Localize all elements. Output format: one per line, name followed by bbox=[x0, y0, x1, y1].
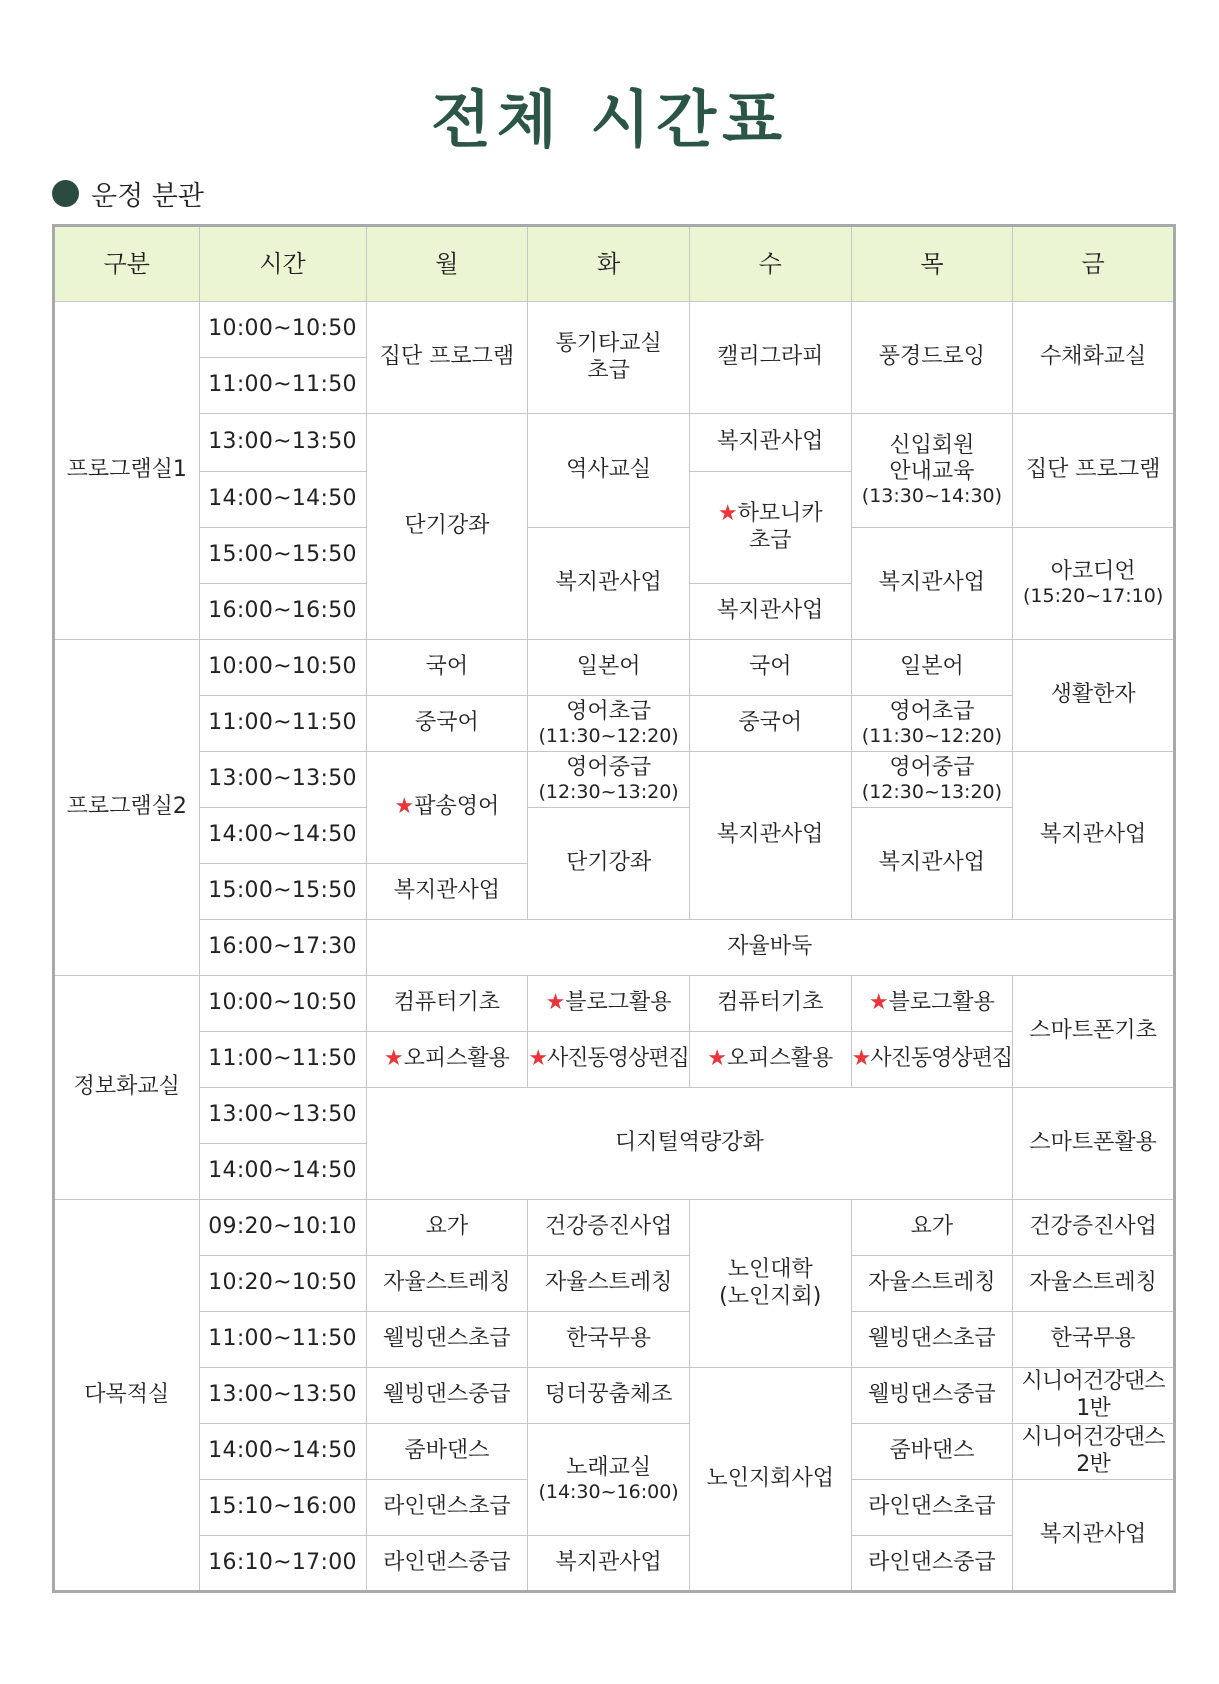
schedule-cell: 덩더꿍춤체조 bbox=[528, 1368, 690, 1424]
cell-line: 안내교육 bbox=[889, 459, 975, 485]
schedule-cell: 웰빙댄스초급 bbox=[366, 1312, 528, 1368]
time-cell: 11:00~11:50 bbox=[199, 358, 366, 414]
time-cell: 10:00~10:50 bbox=[199, 976, 366, 1032]
schedule-cell: 웰빙댄스중급 bbox=[851, 1368, 1013, 1424]
schedule-cell: 풍경드로잉 bbox=[851, 302, 1013, 414]
schedule-cell bbox=[528, 1424, 690, 1536]
cell-line: 하모니카 bbox=[737, 501, 823, 527]
schedule-cell: 복지관사업 bbox=[366, 864, 528, 920]
schedule-cell bbox=[851, 414, 1013, 528]
star-icon: ★ bbox=[394, 794, 415, 820]
section-heading bbox=[52, 176, 204, 210]
schedule-cell: 한국무용 bbox=[1013, 1312, 1175, 1368]
schedule-cell bbox=[528, 1032, 690, 1088]
schedule-cell: 복지관사업 bbox=[689, 752, 851, 920]
cell-line: 팝송영어 bbox=[414, 794, 500, 820]
cell-line: 초급 bbox=[587, 357, 630, 383]
table-row bbox=[54, 414, 1175, 472]
star-icon: ★ bbox=[851, 1046, 871, 1072]
cell-line: 블로그활용 bbox=[888, 990, 995, 1016]
cell-line: 시니어건강댄스 bbox=[1021, 1369, 1165, 1395]
schedule-cell: 일본어 bbox=[851, 640, 1013, 696]
schedule-cell: 자율스트레칭 bbox=[1013, 1256, 1175, 1312]
schedule-cell: 라인댄스초급 bbox=[366, 1480, 528, 1536]
table-row bbox=[54, 640, 1175, 696]
table-row bbox=[54, 1368, 1175, 1424]
time-cell: 09:20~10:10 bbox=[199, 1200, 366, 1256]
schedule-cell: 건강증진사업 bbox=[528, 1200, 690, 1256]
schedule-cell: 자율바둑 bbox=[366, 920, 1174, 976]
cell-subtime: (11:30~12:20) bbox=[861, 725, 1003, 748]
schedule-cell: 일본어 bbox=[528, 640, 690, 696]
time-cell: 16:10~17:00 bbox=[199, 1536, 366, 1592]
cell-line: (노인지회) bbox=[719, 1283, 822, 1309]
schedule-cell bbox=[528, 752, 690, 808]
cell-subtime: (12:30~13:20) bbox=[538, 781, 679, 804]
time-cell: 13:00~13:50 bbox=[199, 1368, 366, 1424]
schedule-cell: 집단 프로그램 bbox=[366, 302, 528, 414]
timetable bbox=[52, 224, 1176, 1593]
time-cell: 10:00~10:50 bbox=[199, 640, 366, 696]
header-category: 구분 bbox=[54, 226, 200, 302]
time-cell: 15:10~16:00 bbox=[199, 1480, 366, 1536]
cell-subtime: (11:30~12:20) bbox=[538, 725, 679, 748]
time-cell: 13:00~13:50 bbox=[199, 1088, 366, 1144]
cell-line: 영어중급 bbox=[889, 754, 975, 780]
cell-subtime: (15:20~17:10) bbox=[1022, 585, 1164, 608]
schedule-cell bbox=[851, 752, 1013, 808]
schedule-cell: 웰빙댄스중급 bbox=[366, 1368, 528, 1424]
room-label: 다목적실 bbox=[54, 1200, 200, 1592]
time-cell: 11:00~11:50 bbox=[199, 696, 366, 752]
cell-line: 영어중급 bbox=[566, 754, 652, 780]
cell-line: 블로그활용 bbox=[565, 990, 672, 1016]
time-cell: 11:00~11:50 bbox=[199, 1312, 366, 1368]
cell-line: 노인대학 bbox=[727, 1257, 813, 1283]
table-row bbox=[54, 1200, 1175, 1256]
cell-line: 시니어건강댄스 bbox=[1021, 1425, 1165, 1451]
star-icon: ★ bbox=[383, 1046, 404, 1072]
header-tue: 화 bbox=[528, 226, 690, 302]
schedule-cell: 컴퓨터기초 bbox=[689, 976, 851, 1032]
table-row bbox=[54, 696, 1175, 752]
time-cell: 15:00~15:50 bbox=[199, 528, 366, 584]
schedule-cell: 역사교실 bbox=[528, 414, 690, 528]
schedule-cell: 복지관사업 bbox=[689, 414, 851, 472]
cell-line: 노래교실 bbox=[566, 1454, 652, 1480]
header-mon: 월 bbox=[366, 226, 528, 302]
schedule-cell: 중국어 bbox=[366, 696, 528, 752]
header-thu: 목 bbox=[851, 226, 1013, 302]
table-row bbox=[54, 1536, 1175, 1592]
cell-line: 신입회원 bbox=[889, 432, 975, 458]
schedule-cell: 복지관사업 bbox=[851, 528, 1013, 640]
schedule-cell: 요가 bbox=[851, 1200, 1013, 1256]
table-row bbox=[54, 1312, 1175, 1368]
bullet-dot-icon bbox=[52, 180, 79, 207]
cell-line: 사진동영상편집 bbox=[870, 1046, 1013, 1072]
schedule-cell bbox=[528, 696, 690, 752]
time-cell: 14:00~14:50 bbox=[199, 808, 366, 864]
schedule-cell: 캘리그라피 bbox=[689, 302, 851, 414]
schedule-cell bbox=[689, 472, 851, 584]
table-row bbox=[54, 920, 1175, 976]
cell-line: 오피스활용 bbox=[726, 1046, 834, 1072]
cell-subtime: (12:30~13:20) bbox=[861, 781, 1003, 804]
time-cell: 10:00~10:50 bbox=[199, 302, 366, 358]
schedule-cell: 웰빙댄스초급 bbox=[851, 1312, 1013, 1368]
schedule-cell: 줌바댄스 bbox=[851, 1424, 1013, 1480]
schedule-cell bbox=[528, 302, 690, 414]
time-cell: 16:00~16:50 bbox=[199, 584, 366, 640]
schedule-cell: 라인댄스중급 bbox=[851, 1536, 1013, 1592]
schedule-cell bbox=[366, 1032, 528, 1088]
cell-line: 1반 bbox=[1076, 1395, 1110, 1421]
schedule-cell: 라인댄스초급 bbox=[851, 1480, 1013, 1536]
star-icon: ★ bbox=[707, 1046, 727, 1072]
section-label: 운정 분관 bbox=[91, 180, 204, 212]
schedule-cell bbox=[1013, 528, 1175, 640]
star-icon: ★ bbox=[868, 990, 889, 1016]
time-cell: 16:00~17:30 bbox=[199, 920, 366, 976]
schedule-cell: 중국어 bbox=[689, 696, 851, 752]
table-row bbox=[54, 1256, 1175, 1312]
schedule-cell: 스마트폰기초 bbox=[1013, 976, 1175, 1088]
cell-subtime: (14:30~16:00) bbox=[538, 1481, 679, 1504]
schedule-cell: 스마트폰활용 bbox=[1013, 1088, 1175, 1200]
star-icon: ★ bbox=[528, 1046, 548, 1072]
schedule-cell: 건강증진사업 bbox=[1013, 1200, 1175, 1256]
cell-subtime: (13:30~14:30) bbox=[861, 485, 1003, 508]
table-row bbox=[54, 808, 1175, 864]
table-row bbox=[54, 1424, 1175, 1480]
schedule-cell: 한국무용 bbox=[528, 1312, 690, 1368]
schedule-cell bbox=[689, 1200, 851, 1368]
table-row bbox=[54, 752, 1175, 808]
time-cell: 14:00~14:50 bbox=[199, 1424, 366, 1480]
schedule-cell: 단기강좌 bbox=[366, 414, 528, 640]
schedule-cell: 컴퓨터기초 bbox=[366, 976, 528, 1032]
time-cell: 11:00~11:50 bbox=[199, 1032, 366, 1088]
cell-line: 오피스활용 bbox=[403, 1046, 510, 1072]
schedule-cell: 복지관사업 bbox=[1013, 1480, 1175, 1592]
table-row bbox=[54, 1088, 1175, 1144]
star-icon: ★ bbox=[717, 501, 738, 527]
schedule-cell: 라인댄스중급 bbox=[366, 1536, 528, 1592]
time-cell: 10:20~10:50 bbox=[199, 1256, 366, 1312]
schedule-cell: 자율스트레칭 bbox=[366, 1256, 528, 1312]
room-label: 정보화교실 bbox=[54, 976, 200, 1200]
schedule-cell bbox=[851, 1032, 1013, 1088]
schedule-cell: 복지관사업 bbox=[689, 584, 851, 640]
cell-line: 통기타교실 bbox=[555, 331, 662, 357]
schedule-cell: 생활한자 bbox=[1013, 640, 1175, 752]
schedule-cell bbox=[851, 696, 1013, 752]
schedule-cell: 단기강좌 bbox=[528, 808, 690, 920]
cell-line: 아코디언 bbox=[1050, 558, 1136, 584]
cell-line: 초급 bbox=[748, 527, 792, 553]
cell-line: 영어초급 bbox=[566, 698, 652, 724]
schedule-cell: 노인지회사업 bbox=[689, 1368, 851, 1592]
table-row bbox=[54, 528, 1175, 584]
star-icon: ★ bbox=[545, 990, 566, 1016]
schedule-cell: 집단 프로그램 bbox=[1013, 414, 1175, 528]
schedule-cell: 복지관사업 bbox=[528, 528, 690, 640]
schedule-cell: 국어 bbox=[366, 640, 528, 696]
schedule-cell bbox=[689, 1032, 851, 1088]
time-cell: 14:00~14:50 bbox=[199, 1144, 366, 1200]
cell-line: 사진동영상편집 bbox=[547, 1046, 689, 1072]
header-wed: 수 bbox=[689, 226, 851, 302]
room-label: 프로그램실1 bbox=[54, 302, 200, 640]
header-time: 시간 bbox=[199, 226, 366, 302]
schedule-cell bbox=[1013, 1424, 1175, 1480]
schedule-cell: 자율스트레칭 bbox=[851, 1256, 1013, 1312]
table-row bbox=[54, 976, 1175, 1032]
schedule-cell bbox=[366, 752, 528, 864]
schedule-cell: 수채화교실 bbox=[1013, 302, 1175, 414]
schedule-cell bbox=[851, 976, 1013, 1032]
time-cell: 15:00~15:50 bbox=[199, 864, 366, 920]
schedule-cell: 요가 bbox=[366, 1200, 528, 1256]
schedule-cell: 디지털역량강화 bbox=[366, 1088, 1013, 1200]
schedule-cell: 복지관사업 bbox=[851, 808, 1013, 920]
schedule-cell: 줌바댄스 bbox=[366, 1424, 528, 1480]
time-cell: 14:00~14:50 bbox=[199, 472, 366, 528]
table-row bbox=[54, 1032, 1175, 1088]
schedule-cell bbox=[1013, 1368, 1175, 1424]
header-fri: 금 bbox=[1013, 226, 1175, 302]
table-row bbox=[54, 302, 1175, 358]
schedule-cell: 국어 bbox=[689, 640, 851, 696]
schedule-cell: 자율스트레칭 bbox=[528, 1256, 690, 1312]
room-label: 프로그램실2 bbox=[54, 640, 200, 976]
schedule-cell bbox=[528, 976, 690, 1032]
time-cell: 13:00~13:50 bbox=[199, 752, 366, 808]
time-cell: 13:00~13:50 bbox=[199, 414, 366, 472]
page-title: 전체 시간표 bbox=[430, 83, 789, 156]
schedule-cell: 복지관사업 bbox=[1013, 752, 1175, 920]
cell-line: 영어초급 bbox=[889, 698, 975, 724]
schedule-cell: 복지관사업 bbox=[528, 1536, 690, 1592]
header-row bbox=[54, 226, 1175, 302]
cell-line: 2반 bbox=[1076, 1451, 1110, 1477]
